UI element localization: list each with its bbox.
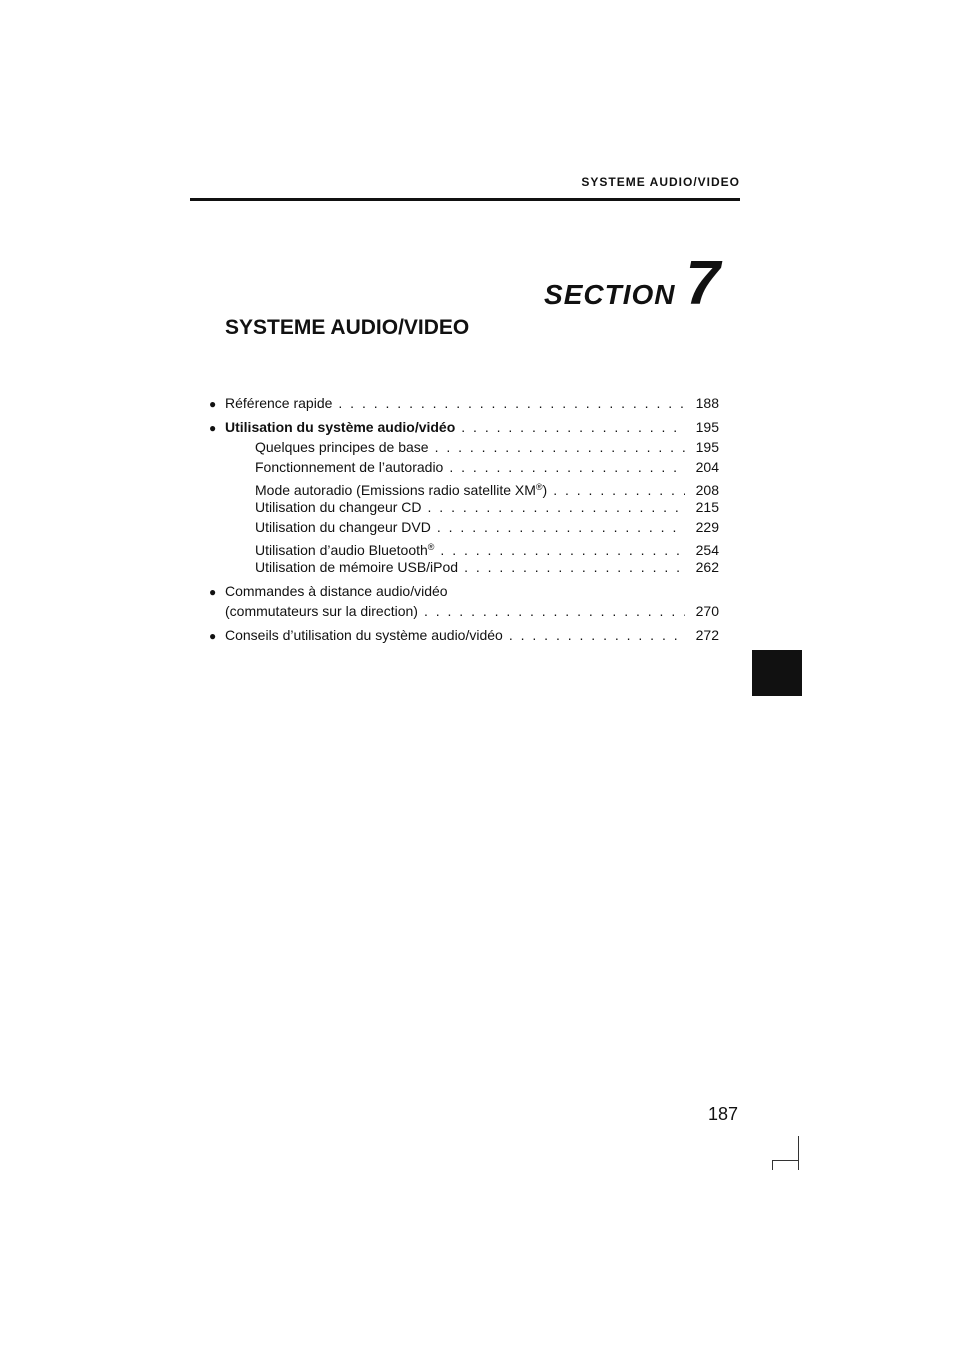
toc-page: 208 <box>695 482 719 498</box>
toc-subentry[interactable] <box>209 537 719 557</box>
crop-mark <box>772 1160 773 1170</box>
toc-label-text: Mode autoradio (Emissions radio satellite XM <box>255 482 536 498</box>
toc-page: 272 <box>695 627 719 643</box>
running-head: SYSTEME AUDIO/VIDEO <box>581 176 740 188</box>
toc-page: 204 <box>695 459 719 475</box>
toc-page: 254 <box>695 542 719 558</box>
toc-label-tail: ) <box>542 482 548 498</box>
dot-leader <box>509 625 685 645</box>
bullet-icon: ● <box>209 629 217 643</box>
bullet-icon: ● <box>209 421 217 435</box>
toc-subentry[interactable] <box>209 457 719 477</box>
toc-page: 229 <box>695 519 719 535</box>
toc-subentry[interactable] <box>209 437 719 457</box>
toc-label: Utilisation du changeur CD <box>255 499 422 515</box>
header-rule <box>190 198 740 201</box>
registered-mark: ® <box>535 482 543 492</box>
dot-leader <box>437 517 685 537</box>
dot-leader <box>338 393 685 413</box>
page-number: 187 <box>707 1104 738 1124</box>
toc-subentry[interactable] <box>209 497 719 517</box>
toc-entry[interactable] <box>209 581 719 621</box>
toc-page: 195 <box>695 419 719 435</box>
bullet-icon: ● <box>209 585 217 599</box>
toc-page: 188 <box>695 395 719 411</box>
toc-label-continued: (commutateurs sur la direction) <box>225 603 418 619</box>
toc-page: 195 <box>695 439 719 455</box>
dot-leader <box>428 497 685 517</box>
crop-mark <box>772 1160 799 1161</box>
toc-subentry[interactable] <box>209 557 719 577</box>
toc-label-text: Utilisation d’audio Bluetooth <box>255 542 428 558</box>
table-of-contents <box>209 393 719 645</box>
toc-label: Utilisation du changeur DVD <box>255 519 431 535</box>
toc-label: Utilisation de mémoire USB/iPod <box>255 559 459 575</box>
section-thumb-tab <box>752 650 802 696</box>
bullet-icon: ● <box>209 397 217 411</box>
section-heading <box>544 248 720 319</box>
toc-label: Référence rapide <box>225 395 333 411</box>
toc-page: 215 <box>695 499 719 515</box>
toc-page: 262 <box>695 559 719 575</box>
registered-mark: ® <box>427 542 435 552</box>
toc-entry[interactable] <box>209 417 719 437</box>
toc-subentry[interactable] <box>209 517 719 537</box>
toc-label: Utilisation du système audio/vidéo <box>225 419 456 435</box>
toc-label: Commandes à distance audio/vidéo <box>225 583 448 599</box>
dot-leader <box>464 557 685 577</box>
crop-mark <box>798 1136 799 1170</box>
toc-entry[interactable] <box>209 393 719 413</box>
toc-page: 270 <box>695 603 719 619</box>
toc-label: Fonctionnement de l’autoradio <box>255 459 444 475</box>
dot-leader <box>449 457 685 477</box>
dot-leader <box>424 601 685 621</box>
section-word: SECTION <box>544 279 676 310</box>
dot-leader <box>461 417 685 437</box>
toc-label: Quelques principes de base <box>255 439 429 455</box>
section-number: 7 <box>685 249 720 318</box>
toc-subentry[interactable] <box>209 477 719 497</box>
section-title: SYSTEME AUDIO/VIDEO <box>225 316 470 339</box>
toc-entry[interactable] <box>209 625 719 645</box>
toc-label: Conseils d’utilisation du système audio/vidéo <box>225 627 503 643</box>
dot-leader <box>435 437 685 457</box>
